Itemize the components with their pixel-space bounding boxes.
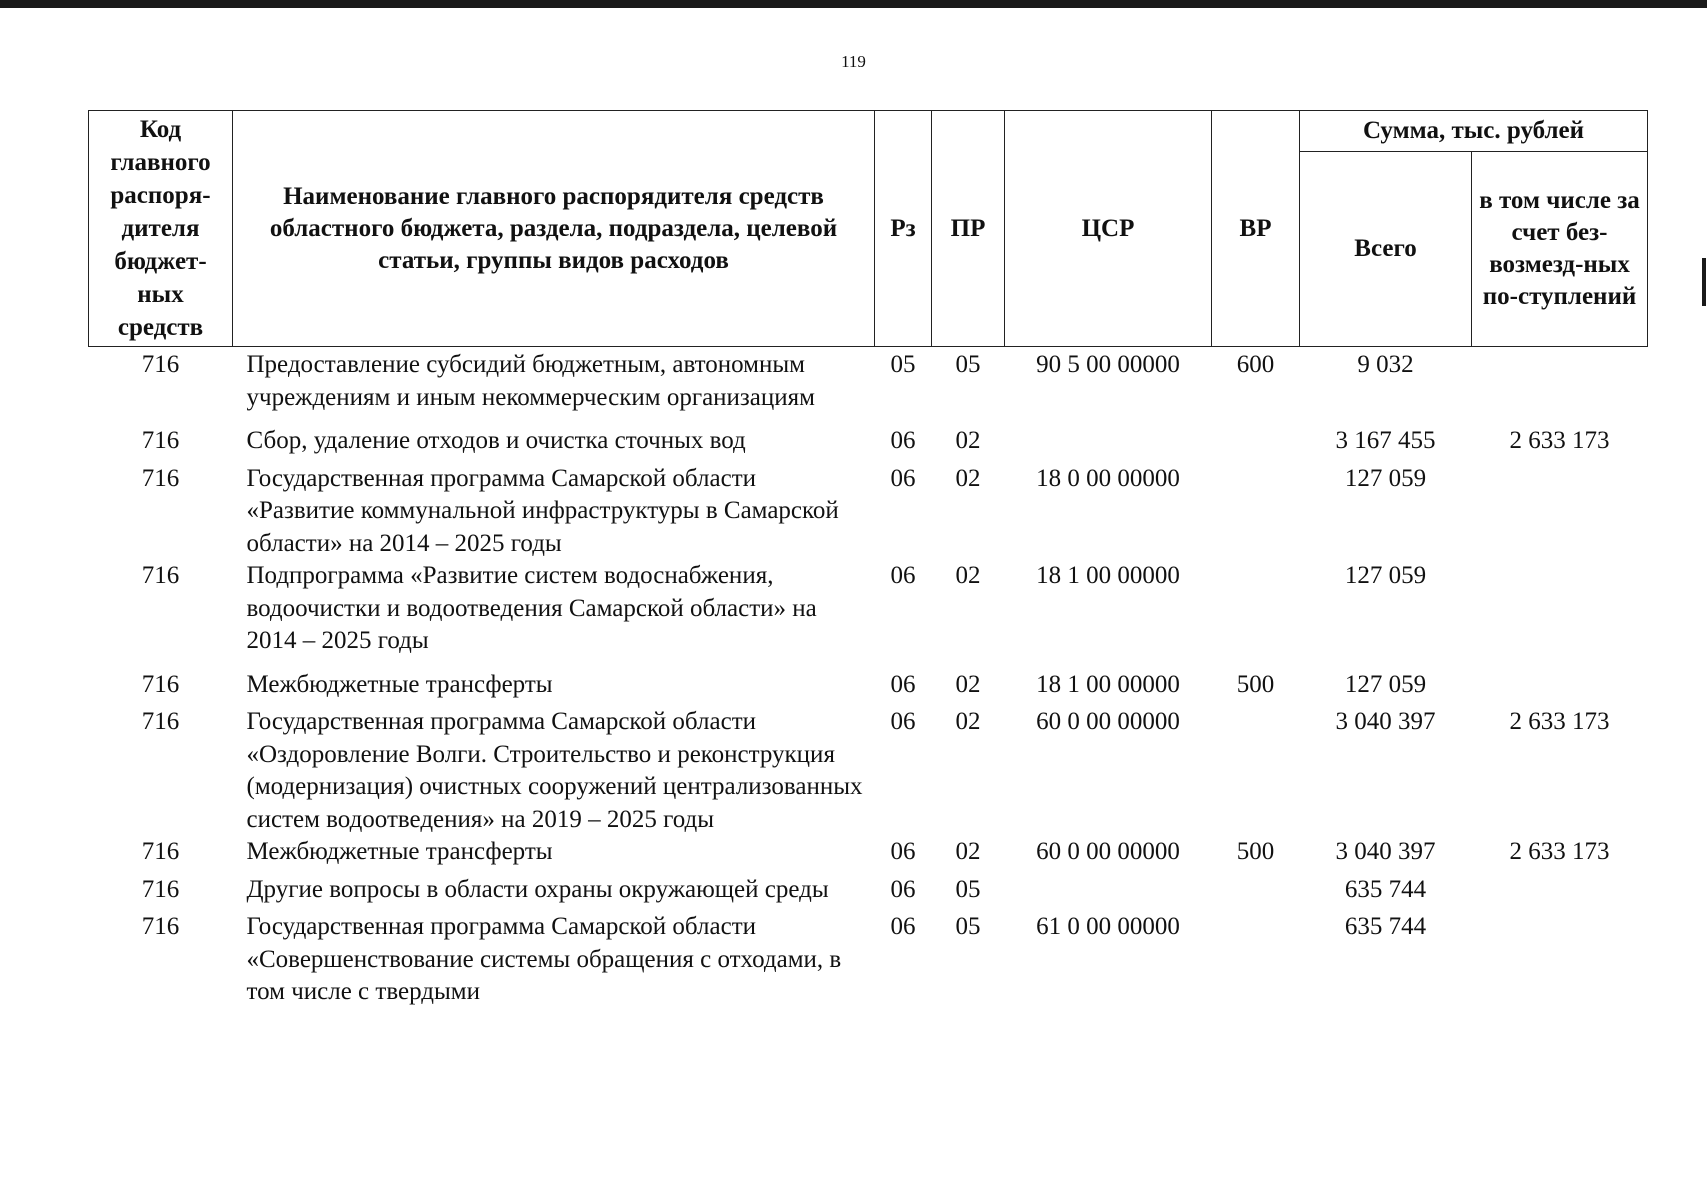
- cell-vr: [1212, 911, 1300, 1009]
- cell-grants: 2 633 173: [1509, 427, 1610, 454]
- table-row: [89, 425, 1648, 463]
- cell-pr: 02: [955, 562, 981, 589]
- header-vr: ВР: [1212, 111, 1300, 347]
- cell-pr: 02: [955, 670, 981, 698]
- header-code: Код главного распоря-дителя бюджет-ных средств: [89, 111, 233, 347]
- page-number: 119: [841, 52, 866, 71]
- cell-pr: 02: [955, 708, 981, 735]
- cell-csr: [1005, 874, 1212, 912]
- cell-total: 635 744: [1344, 913, 1427, 940]
- table-row: [89, 669, 1648, 707]
- cell-pr: 02: [955, 427, 981, 454]
- cell-rz: 06: [890, 670, 916, 698]
- cell-vr: [1212, 463, 1300, 561]
- cell-grants: [1472, 347, 1648, 426]
- budget-table: [88, 110, 1648, 1009]
- cell-rz: 06: [890, 838, 916, 865]
- cell-csr: 18 1 00 00000: [1036, 670, 1180, 698]
- cell-total: 9 032: [1357, 351, 1414, 378]
- cell-rz: 06: [890, 708, 916, 735]
- table-header: [89, 111, 1648, 347]
- cell-pr: 02: [955, 464, 981, 492]
- cell-csr: 60 0 00 00000: [1036, 708, 1180, 735]
- cell-csr: 60 0 00 00000: [1036, 838, 1180, 865]
- cell-total: 3 167 455: [1335, 427, 1436, 454]
- cell-rz: 06: [890, 562, 916, 589]
- cell-name: Государственная программа Самарской области «Оздоровление Волги. Строительство и реконструкция (модернизация) очистных сооружений централизованных систем водоотведения» на 2019 – 2025 годы: [246, 708, 863, 833]
- cell-csr: [1005, 425, 1212, 463]
- table-body: [89, 347, 1648, 1009]
- cell-pr: 05: [955, 875, 981, 903]
- cell-total: 3 040 397: [1335, 708, 1436, 735]
- cell-name: Государственная программа Самарской области «Развитие коммунальной инфраструктуры в Самарской области» на 2014 – 2025 годы: [246, 464, 839, 557]
- cell-grants: [1472, 560, 1648, 669]
- cell-vr: [1212, 425, 1300, 463]
- table-row: [89, 463, 1648, 561]
- cell-grants: [1472, 463, 1648, 561]
- cell-grants: 2 633 173: [1509, 838, 1610, 865]
- cell-grants: [1472, 911, 1648, 1009]
- top-scan-border: [0, 0, 1707, 8]
- cell-vr: [1212, 874, 1300, 912]
- cell-vr: 500: [1236, 838, 1275, 865]
- table-row: [89, 560, 1648, 669]
- cell-name: Межбюджетные трансферты: [246, 838, 553, 865]
- cell-rz: 06: [890, 913, 916, 940]
- table-row: [89, 836, 1648, 874]
- cell-vr: 500: [1236, 670, 1275, 698]
- cell-total: 635 744: [1344, 875, 1427, 903]
- cell-csr: 90 5 00 00000: [1036, 351, 1180, 378]
- cell-total: 3 040 397: [1335, 838, 1436, 865]
- cell-code: 716: [141, 427, 180, 454]
- cell-code: 716: [141, 875, 180, 903]
- header-grants: в том числе за счет без-возмезд-ных по-ступлений: [1472, 152, 1648, 347]
- cell-rz: 06: [890, 464, 916, 492]
- header-name: Наименование главного распорядителя средств областного бюджета, раздела, подраздела, целевой статьи, группы видов расходов: [233, 111, 875, 347]
- cell-grants: [1472, 874, 1648, 912]
- cell-code: 716: [141, 562, 180, 589]
- cell-pr: 05: [955, 913, 981, 940]
- cell-total: 127 059: [1344, 464, 1427, 492]
- table-row: [89, 706, 1648, 836]
- cell-vr: 600: [1236, 351, 1275, 378]
- table-row: [89, 911, 1648, 1009]
- cell-code: 716: [141, 464, 180, 492]
- header-sum-group: Сумма, тыс. рублей: [1300, 111, 1648, 152]
- header-csr: ЦСР: [1005, 111, 1212, 347]
- cell-code: 716: [141, 351, 180, 378]
- cell-pr: 02: [955, 838, 981, 865]
- table-row: [89, 874, 1648, 912]
- cell-code: 716: [141, 838, 180, 865]
- cell-csr: 18 0 00 00000: [1036, 464, 1180, 492]
- cell-rz: 06: [890, 875, 916, 903]
- cell-name: Другие вопросы в области охраны окружающей среды: [246, 875, 829, 903]
- cell-name: Сбор, удаление отходов и очистка сточных вод: [246, 427, 746, 454]
- cell-name: Подпрограмма «Развитие систем водоснабжения, водоочистки и водоотведения Самарской области» на 2014 – 2025 годы: [246, 562, 817, 654]
- cell-name: Межбюджетные трансферты: [246, 670, 553, 698]
- cell-total: 127 059: [1344, 670, 1427, 698]
- table-row: [89, 347, 1648, 426]
- cell-name: Предоставление субсидий бюджетным, автономным учреждениям и иным некоммерческим организациям: [246, 351, 815, 411]
- cell-rz: 06: [890, 427, 916, 454]
- cell-name: Государственная программа Самарской области «Совершенствование системы обращения с отходами, в том числе с твердыми: [246, 913, 842, 1005]
- cell-pr: 05: [955, 351, 981, 378]
- header-rz: Рз: [875, 111, 932, 347]
- cell-csr: 18 1 00 00000: [1036, 562, 1180, 589]
- cell-total: 127 059: [1344, 562, 1427, 589]
- cell-code: 716: [141, 708, 180, 735]
- cell-grants: [1472, 669, 1648, 707]
- cell-vr: [1212, 560, 1300, 669]
- cell-rz: 05: [890, 351, 916, 378]
- cell-code: 716: [141, 913, 180, 940]
- header-pr: ПР: [932, 111, 1005, 347]
- header-total: Всего: [1300, 152, 1472, 347]
- cell-grants: 2 633 173: [1509, 708, 1610, 735]
- cell-vr: [1212, 706, 1300, 836]
- cell-code: 716: [141, 670, 180, 698]
- right-scan-mark: [1702, 258, 1706, 306]
- cell-csr: 61 0 00 00000: [1036, 913, 1180, 940]
